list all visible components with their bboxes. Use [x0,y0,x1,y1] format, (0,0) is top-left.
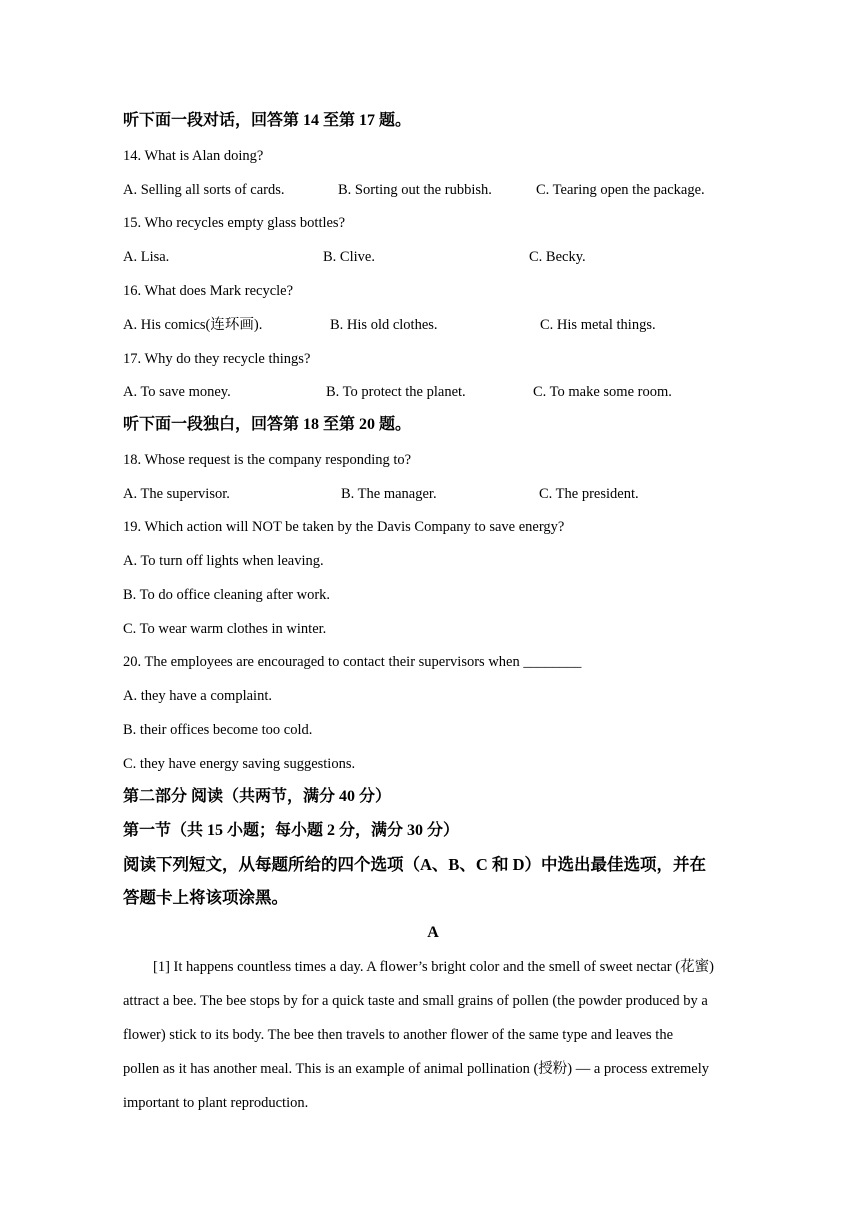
question-20: 20. The employees are encouraged to contact their supervisors when ________ [123,654,582,670]
option-a: A. To save money. [123,384,231,400]
passage-line: [1] It happens countless times a day. A flower’s bright color and the smell of sweet nectar (花蜜) [153,959,714,975]
question-19: 19. Which action will NOT be taken by the Davis Company to save energy? [123,519,565,535]
passage-line: attract a bee. The bee stops by for a quick taste and small grains of pollen (the powder produced by a [123,993,708,1009]
question-20-option-a: A. they have a complaint. [123,688,272,704]
instruction-line-2: 答题卡上将该项涂黑。 [123,888,288,907]
option-b: B. Sorting out the rubbish. [338,182,492,198]
instruction-line-1: 阅读下列短文，从每题所给的四个选项（A、B、C 和 D）中选出最佳选项，并在 [123,855,707,874]
option-b: B. Clive. [323,249,375,265]
section-heading-dialogue: 听下面一段对话，回答第 14 至第 17 题。 [123,112,412,129]
option-b: B. The manager. [341,486,437,502]
question-20-option-b: B. their offices become too cold. [123,722,313,738]
question-19-option-a: A. To turn off lights when leaving. [123,553,324,569]
option-a: A. Lisa. [123,249,170,265]
option-c: C. His metal things. [540,317,656,333]
part2-subheading: 第一节（共 15 小题；每小题 2 分，满分 30 分） [123,822,460,839]
question-14: 14. What is Alan doing? [123,148,264,164]
part2-heading: 第二部分 阅读（共两节，满分 40 分） [123,788,392,805]
option-b: B. His old clothes. [330,317,438,333]
option-a: A. Selling all sorts of cards. [123,182,285,198]
passage-label: A [427,924,439,941]
question-18: 18. Whose request is the company responding to? [123,452,412,468]
option-c: C. Becky. [529,249,586,265]
question-19-option-c: C. To wear warm clothes in winter. [123,621,327,637]
passage-line: flower) stick to its body. The bee then travels to another flower of the same type and leaves the [123,1027,674,1043]
option-c: C. The president. [539,486,639,502]
question-20-option-c: C. they have energy saving suggestions. [123,756,356,772]
question-17: 17. Why do they recycle things? [123,351,311,367]
question-19-option-b: B. To do office cleaning after work. [123,587,331,603]
option-c: C. To make some room. [533,384,672,400]
option-c: C. Tearing open the package. [536,182,705,198]
section-heading-monologue: 听下面一段独白，回答第 18 至第 20 题。 [123,416,412,433]
option-a: A. His comics(连环画). [123,317,263,333]
option-a: A. The supervisor. [123,486,230,502]
passage-line: important to plant reproduction. [123,1095,309,1111]
passage-line: pollen as it has another meal. This is an example of animal pollination (授粉) — a process extremely [123,1061,710,1077]
option-b: B. To protect the planet. [326,384,466,400]
question-15: 15. Who recycles empty glass bottles? [123,215,346,231]
question-16: 16. What does Mark recycle? [123,283,294,299]
